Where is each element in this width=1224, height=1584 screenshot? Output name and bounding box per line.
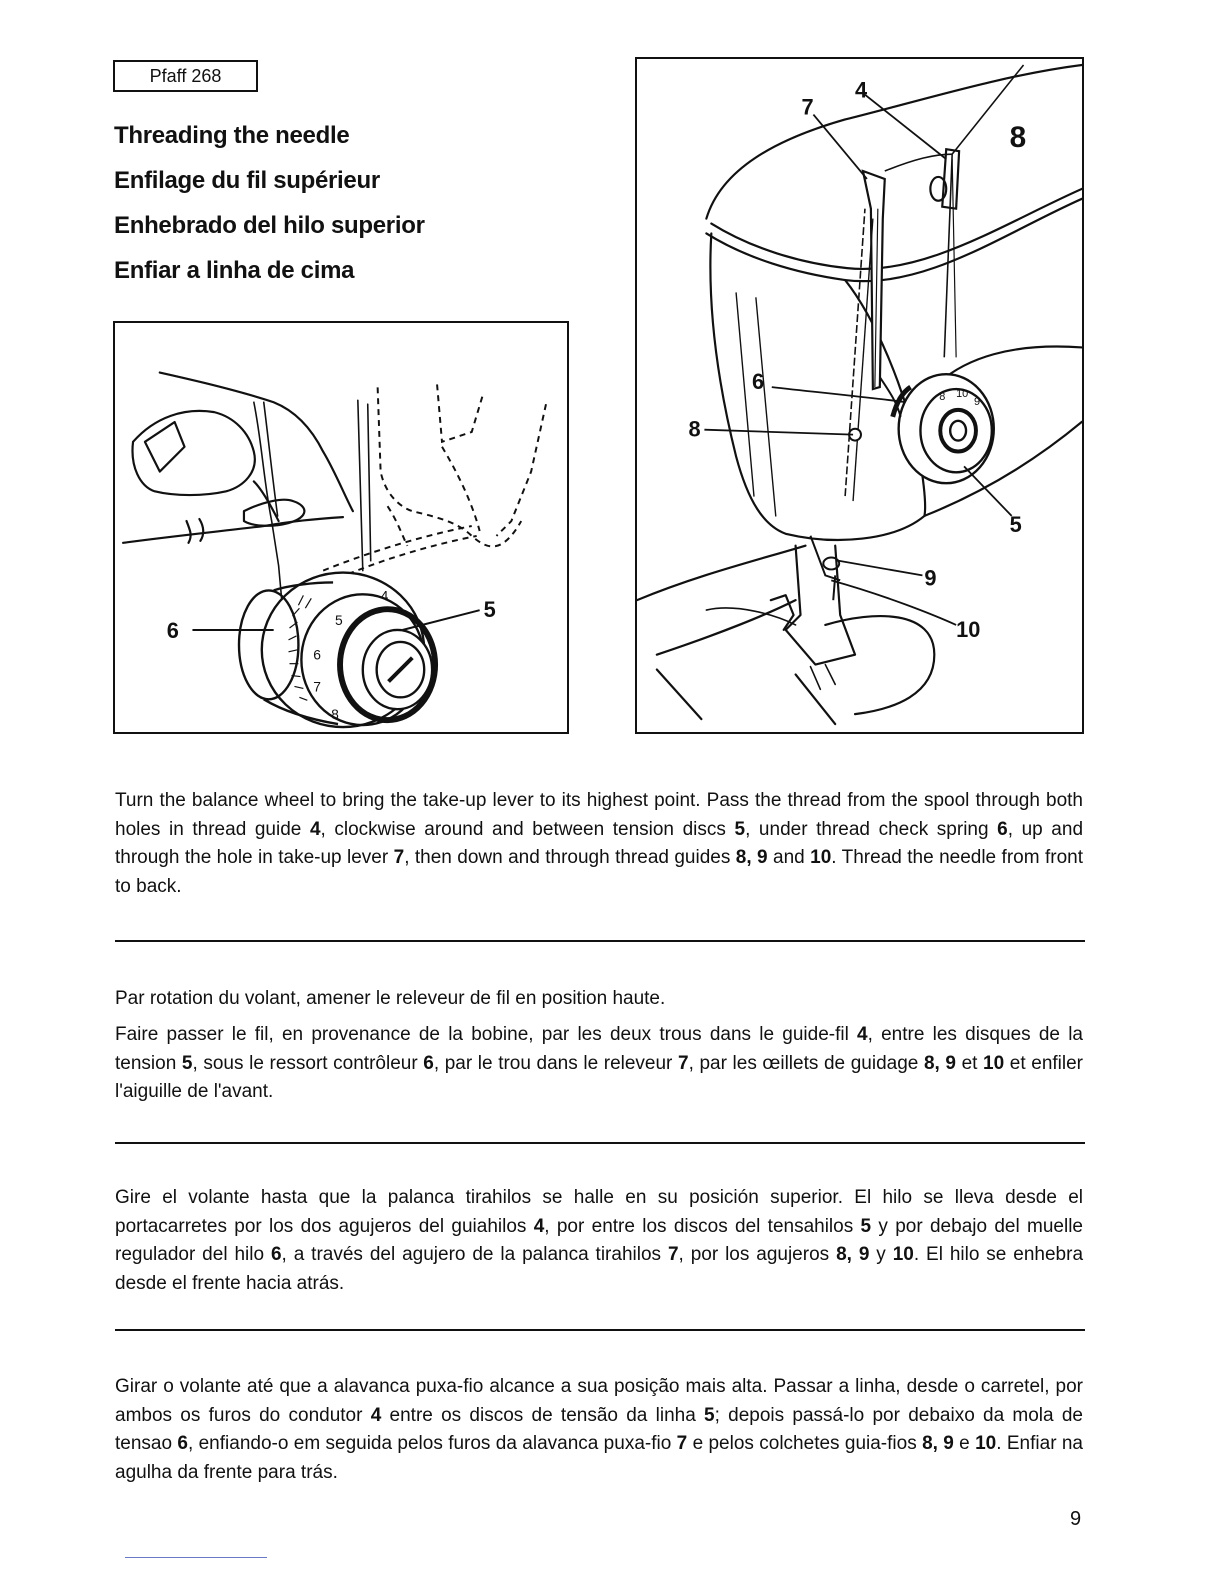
machine-threading-illustration: [635, 57, 1084, 734]
callout-5: 5: [1009, 511, 1022, 537]
callout-4: 4: [855, 77, 868, 103]
section-divider: [115, 1329, 1085, 1331]
callout-6: 6: [751, 369, 765, 395]
callout-9: 9: [924, 565, 937, 591]
english-instructions: Turn the balance wheel to bring the take-up lever to its highest point. Pass the thread from the spool through both holes in thread guide 4, clockwise around and between tension discs 5, under thread check spring 6, up and through the hole in take-up lever 7, then down and through thread guides 8, 9 and 10. Thread the needle from front to back.: [115, 790, 1084, 897]
title-french: Enfilage du fil supérieur: [114, 167, 380, 194]
right-dial-number-8: 8: [939, 390, 946, 403]
callout-7-leader: [813, 115, 867, 179]
title-block: [114, 113, 425, 293]
french-instructions: Faire passer le fil, en provenance de la bobine, par les deux trous dans le guide-fil 4, entre les disques de la tension 5, sous le ressort contrôleur 6, par le trou dans le releveur 7, par les œillets de guidage 8, 9 et 10 et enfiler l'aiguille de l'avant.: [115, 1024, 1083, 1102]
tension-closeup-illustration: [113, 321, 569, 734]
dial-number-4: 4: [380, 587, 389, 604]
page-number: 9: [1070, 1508, 1082, 1530]
right-dial-number-10: 10: [956, 387, 969, 400]
callout-8-top: 8: [1009, 121, 1027, 155]
callout-7: 7: [801, 94, 814, 120]
tension-closeup-drawing: [115, 323, 567, 732]
section-divider: [115, 940, 1085, 942]
footer-line: [125, 1557, 267, 1558]
portuguese-instructions: Girar o volante até que a alavanca puxa-fio alcance a sua posição mais alta. Passar a linha, desde o carretel, por ambos os furos do condutor 4 entre os discos de tensão da linha 5; depois passá-lo por debaixo da mola de tensao 6, enfiando-o em seguida pelos furos da alavanca puxa-fio 7 e pelos colchetes guia-fios 8, 9 e 10. Enfiar na agulha da frente para trás.: [115, 1376, 1084, 1483]
callout-8: 8: [688, 416, 701, 442]
section-divider: [115, 1142, 1085, 1144]
callout-5-leader: [964, 466, 1012, 516]
dial-number-6: 6: [313, 646, 321, 663]
dial-number-8: 8: [331, 706, 339, 723]
french-intro: Par rotation du volant, amener le releveur de fil en position haute.: [115, 988, 666, 1009]
callout-8-leader: [704, 430, 853, 435]
title-english: Threading the needle: [114, 122, 350, 149]
machine-threading-drawing: [637, 59, 1082, 732]
callout-10: 10: [956, 616, 981, 642]
callout-6-leader: [772, 387, 905, 402]
callout-6: 6: [166, 617, 179, 643]
dial-number-5: 5: [335, 612, 343, 629]
callout-5: 5: [483, 597, 496, 623]
title-portuguese: Enfiar a linha de cima: [114, 257, 355, 284]
right-dial-number-9: 9: [973, 395, 981, 408]
model-label: Pfaff 268: [113, 60, 258, 92]
title-spanish: Enhebrado del hilo superior: [114, 212, 425, 239]
callout-9-leader: [837, 561, 922, 576]
dial-number-7: 7: [313, 678, 321, 695]
spanish-instructions: Gire el volante hasta que la palanca tirahilos se halle en su posición superior. El hilo se lleva desde el portacarretes por los dos agujeros del guiahilos 4, por entre los discos del tensahilos 5 y por debajo del muelle regulador del hilo 6, a través del agujero de la palanca tirahilos 7, por los agujeros 8, 9 y 10. El hilo se enhebra desde el frente hacia atrás.: [115, 1187, 1084, 1294]
